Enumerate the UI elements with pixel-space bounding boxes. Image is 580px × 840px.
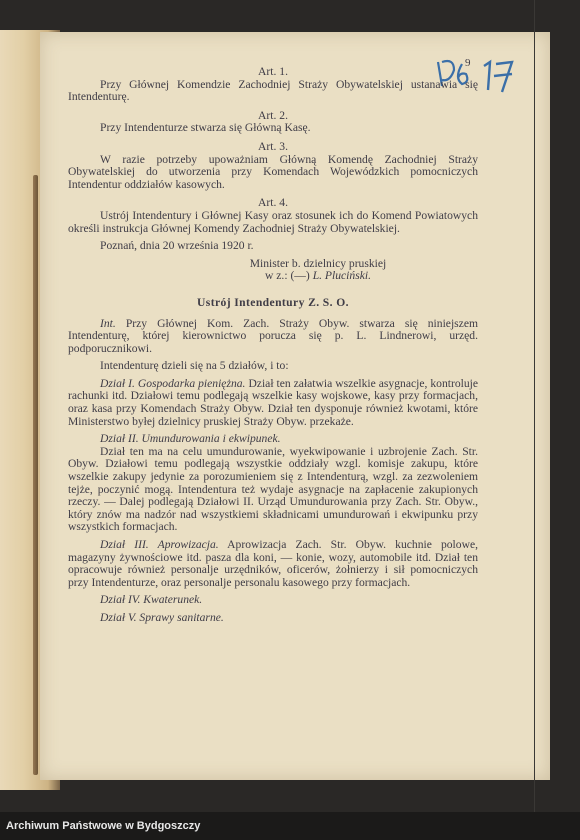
art4-heading: Art. 4. <box>258 196 288 210</box>
intro-text: Przy Głównej Kom. Zach. Straży Obyw. stwarza się niniejszem Intendenturę, której kierownictwo porucza się p. L. Lindnerowi, urzęd. podporucznikowi. <box>68 316 478 355</box>
division-1-text: Dział ten załatwia wszelkie asygnacje, kontroluje rachunki itd. Działowi temu podlegają wszelkie kasy wojskowe, kasy przy formacjach, oraz kasa przy Komendach Straży Obyw. Dział ten dysponuje również kwotami, które Ministerstwo byłej dzielnicy pruskiej Straży Obyw. przekaże. <box>68 376 479 428</box>
division-4 <box>68 594 478 607</box>
art4-text: Ustrój Intendentury i Głównej Kasy oraz stosunek ich do Komend Powiatowych określi instrukcja Głównej Komendy Zachodniej Straży Obywatelskiej. <box>68 208 478 235</box>
art2-heading: Art. 2. <box>258 108 288 122</box>
art3-text: W razie potrzeby upoważniam Główną Komendę Zachodniej Straży Obywatelskiej do utworzenia przy Komendach Wojewódzkich pomocniczych Intendentur oddziałów kasowych. <box>68 152 478 191</box>
division-1-head: Dział I. Gospodarka pieniężna. <box>100 376 246 390</box>
signature-prefix: w z.: (—) <box>265 269 310 283</box>
section-title: Ustrój Intendentury Z. S. O. <box>197 295 349 309</box>
division-3-text: Aprowizacja Zach. Str. Obyw. kuchnie polowe, magazyny żywnościowe itd. pasza dla koni, — konie, wozy, automobile itd. Dział ten opracowuje również personalje urzędników, oficerów, żołnierzy i sił pomocniczych przy Intendenturze, oraz personalje personalu kasowego przy formacjach. <box>68 538 478 589</box>
division-3-head: Dział III. Aprowizacja. <box>100 538 219 551</box>
date-line: Poznań, dnia 20 września 1920 r. <box>100 239 254 253</box>
divisions-intro: Intendenturę dzieli się na 5 działów, i to: <box>100 359 289 373</box>
signature-title: Minister b. dzielnicy pruskiej <box>249 256 387 270</box>
division-1 <box>68 378 478 428</box>
scan-divider <box>534 0 535 812</box>
art1-text: Przy Głównej Komendzie Zachodniej Straży Obywatelskiej ustanawia się Intendenturę. <box>68 77 478 104</box>
division-2-text: Dział ten ma na celu umundurowanie, wyekwipowanie i uzbrojenie Zach. Str. Obyw. Działowi temu podlegają wszystkie oddziały wzgl. komisje zakupu, które wszelkie zakupy jedynie za porozumieniem się z Intendenturą, wzgl. za zezwoleniem tejże, poczynić mogą. Intendentura też wydaje asygnacje na zapłacenie zakupionych rzeczy. — Dalej podlegają Działowi II. Urząd Umundurowania przy Zach. Str. Obyw., który znów ma nadzór nad wszystkiemi składnicami umundurowań i ekwipunku przy wszystkich formacjach. <box>68 444 478 534</box>
intro-paragraph <box>68 318 478 356</box>
signature-block <box>68 258 478 283</box>
art1-heading: Art. 1. <box>258 65 288 78</box>
binding-stain <box>33 175 38 775</box>
division-2-head: Dział II. Umundurowania i ekwipunek. <box>100 432 281 446</box>
signature-name: L. Pluciński. <box>312 269 371 283</box>
division-5-head: Dział V. Sprawy sanitarne. <box>100 610 224 624</box>
art2-text: Przy Intendenturze stwarza się Główną Kasę. <box>100 121 311 135</box>
division-3 <box>68 539 478 589</box>
art3-heading: Art. 3. <box>258 139 288 153</box>
archive-footer: Archiwum Państwowe w Bydgoszczy <box>0 812 580 840</box>
division-4-head: Dział IV. Kwaterunek. <box>100 593 203 607</box>
intro-label: Int. <box>100 316 116 330</box>
signature-name-line <box>158 270 478 283</box>
document-body <box>68 66 478 625</box>
division-5 <box>68 612 478 625</box>
page-number: 9 <box>465 57 471 69</box>
